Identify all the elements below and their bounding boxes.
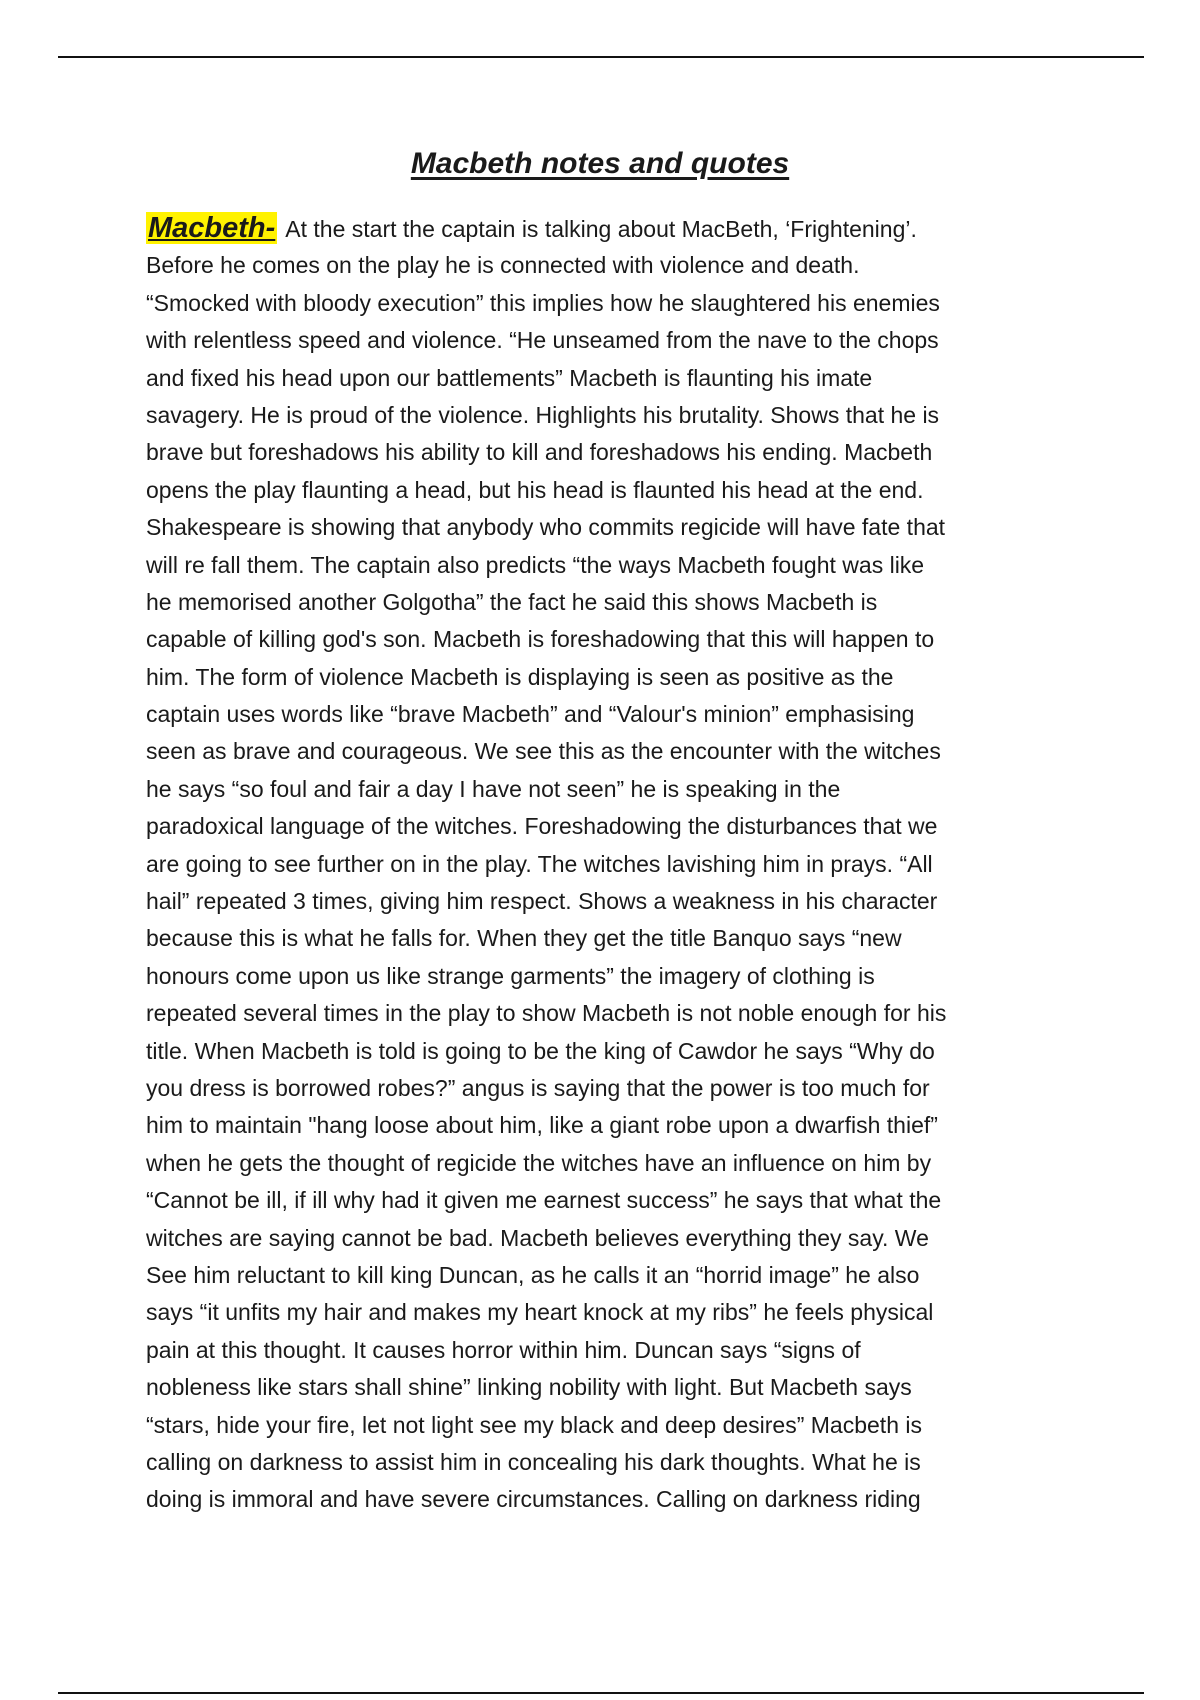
text-line: honours come upon us like strange garments” the imagery of clothing is: [146, 962, 875, 989]
text-line: will re fall them. The captain also predicts “the ways Macbeth fought was like: [146, 551, 925, 578]
page-title: Macbeth notes and quotes: [410, 147, 790, 180]
text-line: hail” repeated 3 times, giving him respect. Shows a weakness in his character: [146, 888, 938, 915]
text-line: says “it unfits my hair and makes my heart knock at my ribs” he feels physical: [146, 1299, 934, 1326]
text-line: are going to see further on in the play. The witches lavishing him in prays. “All: [146, 850, 933, 877]
text-line: captain uses words like “brave Macbeth” and “Valour's minion” emphasising: [146, 701, 915, 728]
text-line: doing is immoral and have severe circumstances. Calling on darkness riding: [146, 1486, 921, 1513]
text-line: capable of killing god's son. Macbeth is foreshadowing that this will happen to: [146, 626, 935, 653]
text-line: pain at this thought. It causes horror within him. Duncan says “signs of: [146, 1336, 861, 1363]
text-line: repeated several times in the play to show Macbeth is not noble enough for his: [146, 1000, 947, 1027]
text-line: him. The form of violence Macbeth is displaying is seen as positive as the: [146, 663, 894, 690]
text-line: Shakespeare is showing that anybody who commits regicide will have fate that: [146, 514, 946, 541]
text-line: “Cannot be ill, if ill why had it given me earnest success” he says that what the: [146, 1187, 942, 1214]
text-line: savagery. He is proud of the violence. Highlights his brutality. Shows that he is: [146, 401, 940, 428]
text-line: calling on darkness to assist him in concealing his dark thoughts. What he is: [146, 1448, 921, 1475]
text-line: [146, 210, 1066, 247]
text-line: him to maintain "hang loose about him, like a giant robe upon a dwarfish thief”: [146, 1112, 938, 1139]
text-line: witches are saying cannot be bad. Macbeth believes everything they say. We: [146, 1224, 929, 1251]
text-line: brave but foreshadows his ability to kill and foreshadows his ending. Macbeth: [146, 439, 933, 466]
text-line: you dress is borrowed robes?” angus is saying that the power is too much for: [146, 1074, 930, 1101]
text-line: because this is what he falls for. When they get the title Banquo says “new: [146, 925, 902, 952]
text-line: seen as brave and courageous. We see this as the encounter with the witches: [146, 738, 941, 765]
text-line: nobleness like stars shall shine” linking nobility with light. But Macbeth says: [146, 1374, 912, 1401]
text-line: title. When Macbeth is told is going to be the king of Cawdor he says “Why do: [146, 1037, 935, 1064]
bottom-rule: [58, 1692, 1144, 1694]
text-line-content: At the start the captain is talking about MacBeth, ‘Frightening’.: [285, 216, 917, 242]
text-line: “stars, hide your fire, let not light see my black and deep desires” Macbeth is: [146, 1411, 922, 1438]
top-rule: [58, 56, 1144, 58]
text-line: Before he comes on the play he is connected with violence and death.: [146, 252, 860, 279]
text-line: with relentless speed and violence. “He unseamed from the nave to the chops: [146, 327, 939, 354]
text-line: “Smocked with bloody execution” this implies how he slaughtered his enemies: [146, 289, 940, 316]
text-line: he memorised another Golgotha” the fact he said this shows Macbeth is: [146, 588, 878, 615]
text-line: when he gets the thought of regicide the witches have an influence on him by: [146, 1149, 932, 1176]
text-line: and fixed his head upon our battlements” Macbeth is flaunting his imate: [146, 364, 873, 391]
text-line: he says “so foul and fair a day I have not seen” he is speaking in the: [146, 775, 841, 802]
body-text: [146, 210, 1066, 1519]
text-line: opens the play flaunting a head, but his head is flaunted his head at the end.: [146, 476, 924, 503]
text-line: See him reluctant to kill king Duncan, as he calls it an “horrid image” he also: [146, 1261, 920, 1288]
lead-label: Macbeth-: [148, 212, 276, 244]
text-line: paradoxical language of the witches. Foreshadowing the disturbances that we: [146, 813, 938, 840]
